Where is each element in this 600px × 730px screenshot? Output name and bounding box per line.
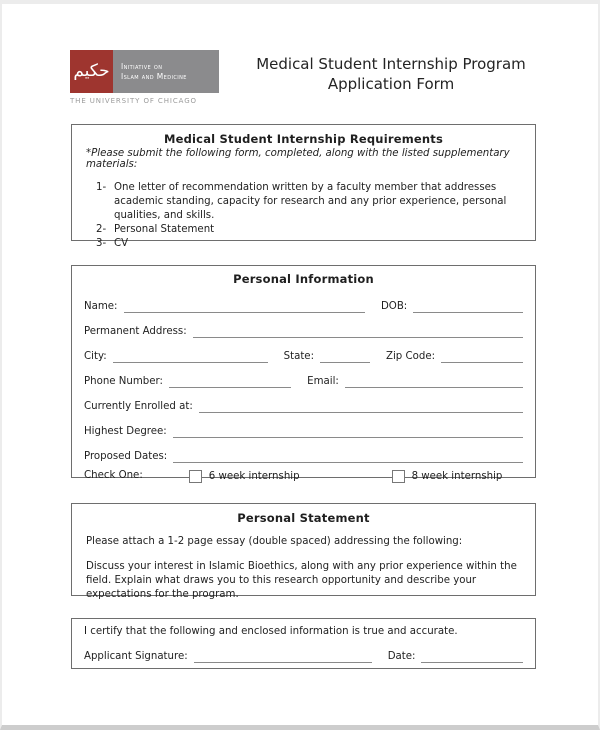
eight-week-checkbox[interactable]: [392, 470, 405, 483]
permanent-address-field[interactable]: [193, 324, 523, 338]
list-item-number: 2-: [96, 224, 107, 236]
list-item-text: Personal Statement: [114, 224, 215, 236]
row-currently-enrolled: [84, 388, 523, 413]
requirements-section: [71, 124, 536, 250]
logo-row: [70, 50, 219, 93]
city-field[interactable]: [113, 349, 268, 363]
eight-week-label: 8 week internship: [411, 470, 503, 482]
currently-enrolled-label: Currently Enrolled at:: [84, 401, 193, 412]
highest-degree-label: Highest Degree:: [84, 426, 167, 437]
personal-statement-prompt: Discuss your interest in Islamic Bioethics, along with any prior experience within the field. Explain what draws you to this research opportunity and describe your expectations for the program.: [86, 561, 517, 601]
personal-info-section: [71, 265, 536, 482]
date-field[interactable]: [421, 649, 523, 663]
phone-number-label: Phone Number:: [84, 376, 163, 387]
row-proposed-dates: [84, 438, 523, 463]
state-field[interactable]: [320, 349, 370, 363]
highest-degree-field[interactable]: [173, 424, 523, 438]
personal-info-rows: [84, 288, 523, 489]
requirements-intro: *Please submit the following form, completed, along with the listed supplementary materials:: [86, 148, 510, 170]
zip-code-field[interactable]: [441, 349, 523, 363]
city-label: City:: [84, 351, 107, 362]
row-permanent-address: [84, 313, 523, 338]
currently-enrolled-field[interactable]: [199, 399, 523, 413]
applicant-signature-label: Applicant Signature:: [84, 651, 188, 662]
requirements-title: Medical Student Internship Requirements: [163, 132, 444, 146]
name-label: Name:: [84, 301, 118, 312]
state-label: State:: [283, 351, 315, 362]
org-name-block: [113, 50, 219, 93]
dob-label: DOB:: [380, 301, 408, 312]
six-week-checkbox[interactable]: [189, 470, 202, 483]
personal-statement-title: Personal Statement: [237, 511, 370, 525]
date-label: Date:: [387, 651, 416, 662]
row-check-one: [84, 463, 523, 489]
phone-number-field[interactable]: [169, 374, 291, 388]
check-one-label: Check One:: [84, 470, 143, 481]
email-label: Email:: [307, 376, 339, 387]
row-phone-email: [84, 363, 523, 388]
personal-statement-instruction: Please attach a 1-2 page essay (double spaced) addressing the following:: [86, 536, 463, 547]
personal-statement-section: [71, 503, 536, 601]
arabic-calligraphy-icon: [70, 50, 113, 93]
name-field[interactable]: [124, 299, 365, 313]
six-week-label: 6 week internship: [208, 470, 300, 482]
org-name-line2: Islam and Medicine: [121, 72, 187, 81]
university-name: THE UNIVERSITY OF CHICAGO: [70, 97, 197, 105]
calligraphy-glyph: حكيم: [73, 61, 110, 81]
page-title: [235, 55, 547, 94]
list-item: [86, 237, 521, 251]
row-city-state-zip: [84, 338, 523, 363]
list-item-number: 1-: [96, 182, 107, 193]
proposed-dates-label: Proposed Dates:: [84, 451, 168, 462]
row-signature-date: [84, 637, 523, 663]
row-highest-degree: [84, 413, 523, 438]
option-6-week: [189, 470, 300, 483]
personal-info-title: Personal Information: [233, 272, 374, 286]
dob-field[interactable]: [413, 299, 523, 313]
list-item: [86, 181, 521, 223]
option-8-week: [392, 470, 503, 483]
org-name-line1: Initiative on: [121, 61, 163, 71]
page-title-line1: Medical Student Internship Program: [256, 55, 526, 73]
proposed-dates-field[interactable]: [173, 449, 523, 463]
requirements-list: [86, 181, 521, 251]
applicant-signature-field[interactable]: [194, 649, 372, 663]
email-field[interactable]: [345, 374, 523, 388]
list-item-text: One letter of recommendation written by a faculty member that addresses academic standing, capacity for research and any prior experience, personal qualities, and skills.: [114, 182, 507, 222]
permanent-address-label: Permanent Address:: [84, 326, 187, 337]
certification-section: [71, 618, 536, 669]
zip-code-label: Zip Code:: [386, 351, 436, 362]
page-title-line2: Application Form: [327, 74, 455, 93]
row-name-dob: [84, 288, 523, 313]
list-item-text: CV: [114, 238, 129, 250]
list-item-number: 3-: [96, 238, 107, 250]
certification-statement: I certify that the following and enclosed information is true and accurate.: [84, 626, 458, 637]
list-item: [86, 223, 521, 237]
org-logo: [70, 50, 219, 105]
